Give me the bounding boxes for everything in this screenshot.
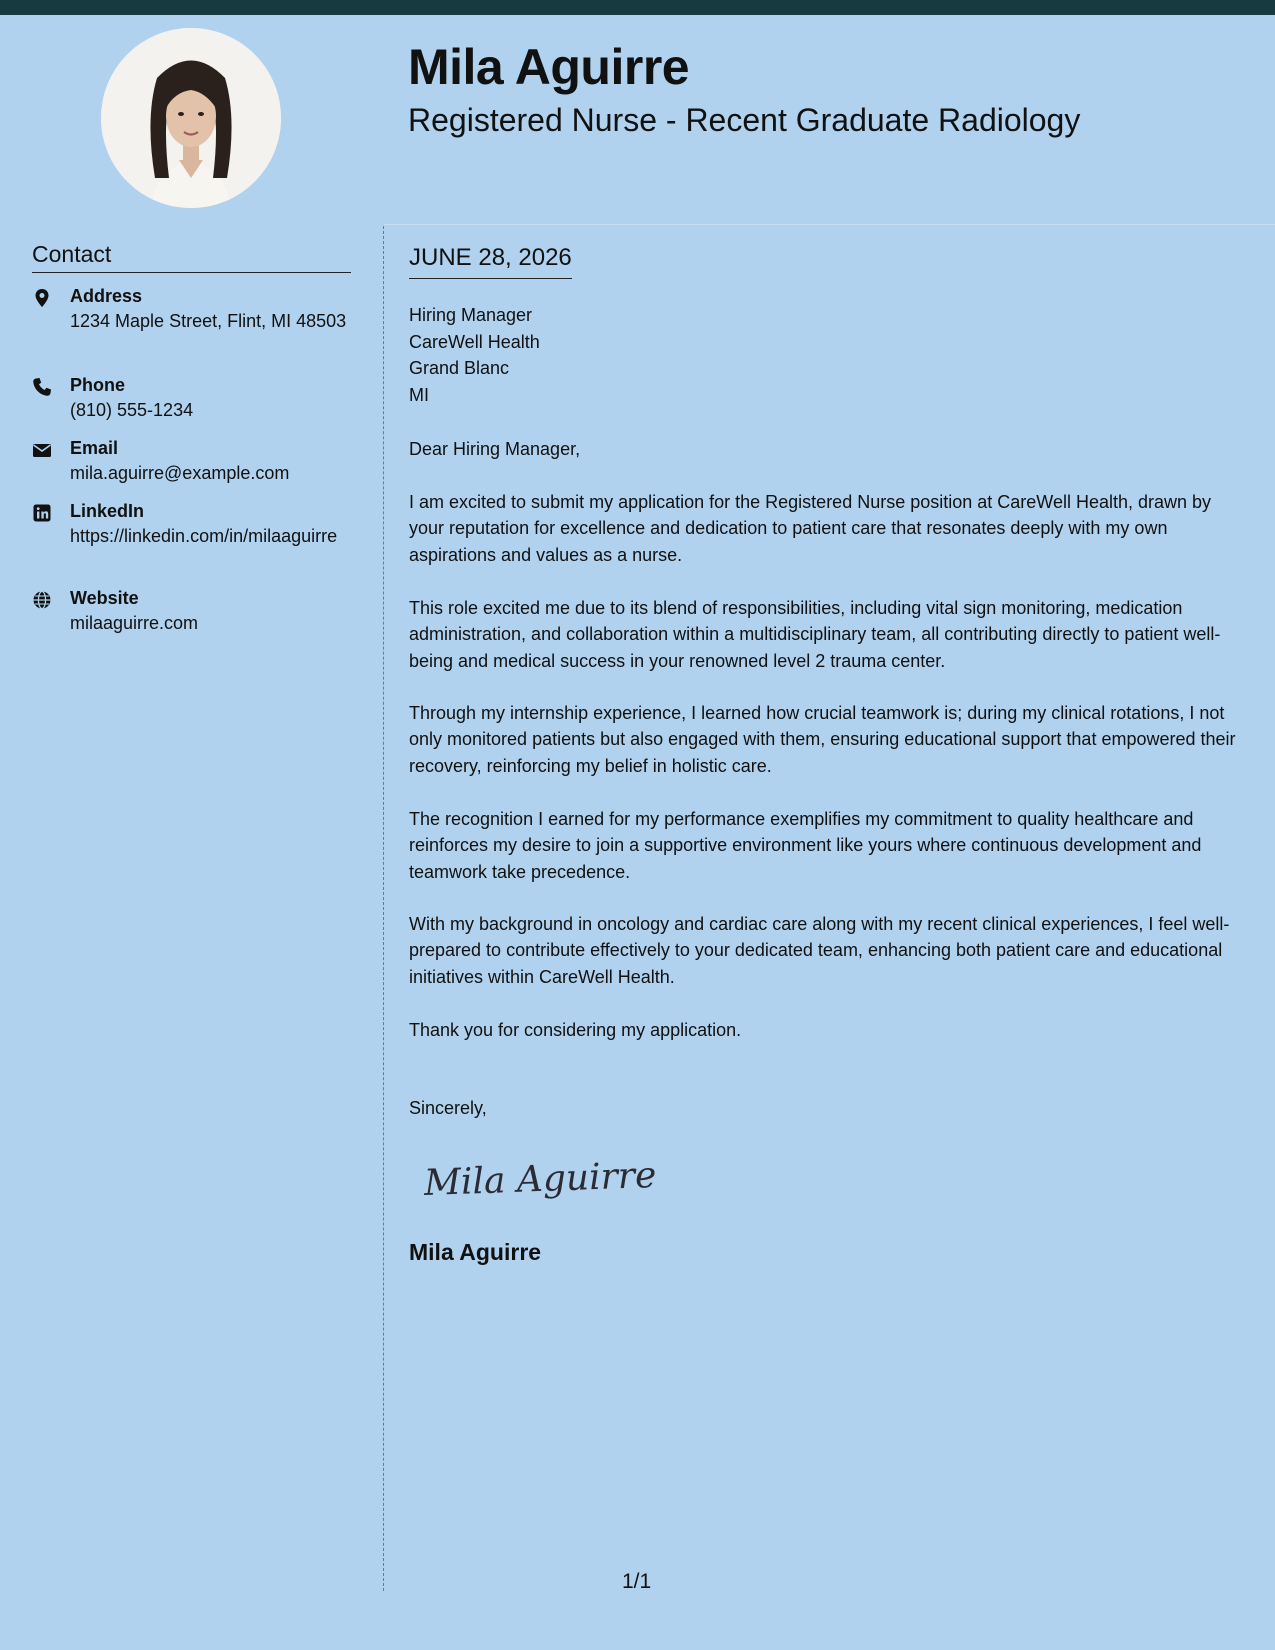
handwritten-signature [420,1148,660,1213]
email-value[interactable]: mila.aguirre@example.com [70,463,290,483]
envelope-icon [32,440,52,460]
contact-label: Address [70,286,143,306]
top-bar [0,0,1275,15]
page-number: 1/1 [622,1570,652,1593]
applicant-name: Mila Aguirre [408,39,690,95]
linkedin-value[interactable]: https://linkedin.com/in/milaaguirre [70,526,338,546]
body-paragraph: Thank you for considering my application. [409,1020,742,1040]
closing: Sincerely, [409,1098,487,1118]
job-title: Registered Nurse - Recent Graduate Radiology [408,102,1081,138]
recipient-line: Grand Blanc [409,358,510,378]
letter-date: JUNE 28, 2026 [409,244,572,279]
recipient-block [409,302,540,408]
body-paragraph: With my background in oncology and cardiac care along with my recent clinical experiences, I feel well-prepared to contribute effectively to your dedicated team, enhancing both patient care and educational initiatives within CareWell Health. [409,914,1230,987]
map-pin-icon [32,288,52,308]
recipient-line: CareWell Health [409,331,540,352]
contact-label: Website [70,588,139,608]
contact-label: Email [70,438,119,458]
recipient-line: MI [409,384,429,405]
body-paragraph: The recognition I earned for my performance exemplifies my commitment to quality healthcare and reinforces my desire to join a supportive environment like yours where continuous development and teamwork take precedence. [409,809,1202,882]
body-paragraph: This role excited me due to its blend of responsibilities, including vital sign monitoring, medication administration, and collaboration within a multidisciplinary team, all contributing directly to patient well-being and medical success in your renowned level 2 trauma center. [409,598,1221,671]
globe-icon [32,590,52,610]
recipient-line: Hiring Manager [409,305,533,325]
contact-heading: Contact [32,241,351,273]
phone-value: (810) 555-1234 [70,400,194,420]
phone-icon [32,377,52,397]
contact-label: LinkedIn [70,501,145,521]
signoff-name: Mila Aguirre [409,1239,542,1265]
body-paragraph: I am excited to submit my application for the Registered Nurse position at CareWell Health, drawn by your reputation for excellence and dedication to patient care that resonates deeply with my own aspirations and values as a nurse. [409,492,1212,565]
body-paragraph: Through my internship experience, I learned how crucial teamwork is; during my clinical rotations, I not only monitored patients but also engaged with them, ensuring educational support that empowered their recovery, reinforcing my belief in holistic care. [409,703,1236,776]
website-value[interactable]: milaaguirre.com [70,613,199,633]
profile-photo [101,28,281,208]
column-divider [383,226,384,1591]
address-value: 1234 Maple Street, Flint, MI 48503 [70,311,347,331]
contact-label: Phone [70,375,126,395]
header-divider [384,224,1275,225]
linkedin-icon [32,503,52,523]
salutation: Dear Hiring Manager, [409,439,581,459]
svg-text:Mila Aguirre: Mila Aguirre [423,1154,657,1205]
